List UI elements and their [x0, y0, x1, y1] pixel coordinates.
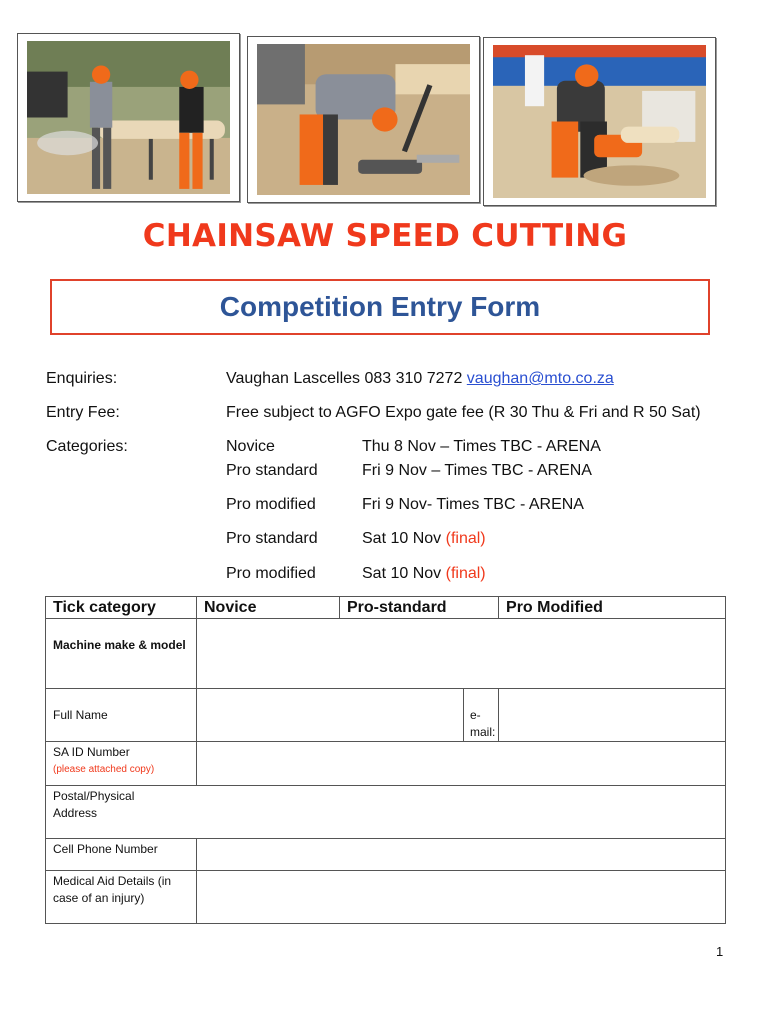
novice-checkbox-cell[interactable]: Novice — [197, 597, 340, 619]
category-date: Sat 10 Nov — [362, 530, 446, 547]
id-number-input-cell[interactable] — [197, 742, 726, 786]
machine-label: Machine make & model — [46, 619, 197, 689]
cell-phone-input-cell[interactable] — [197, 839, 726, 871]
table-row — [46, 597, 726, 619]
entry-fee-value: Free subject to AGFO Expo gate fee (R 30 Thu & Fri and R 50 Sat) — [226, 404, 701, 421]
pro-standard-checkbox-cell[interactable]: Pro-standard — [340, 597, 499, 619]
category-name: Pro standard — [226, 462, 318, 479]
category-schedule — [362, 565, 486, 583]
enquiries-label: Enquiries: — [46, 370, 118, 387]
email-input-cell[interactable] — [499, 689, 726, 742]
address-label[interactable]: Postal/Physical Address — [46, 786, 726, 839]
category-schedule — [362, 530, 486, 548]
id-copy-note: (please attached copy) — [53, 764, 155, 775]
full-name-input-cell[interactable] — [197, 689, 464, 742]
tick-category-header: Tick category — [46, 597, 197, 619]
final-note: (final) — [445, 530, 486, 547]
table-row — [46, 619, 726, 689]
photo-frame-3 — [483, 37, 716, 206]
competitor-bending-over-saw-photo — [257, 44, 470, 195]
category-schedule: Fri 9 Nov- Times TBC - ARENA — [362, 496, 584, 513]
photo-frame-1 — [17, 33, 240, 202]
category-schedule: Thu 8 Nov – Times TBC - ARENA — [362, 438, 601, 455]
enquiries-email-link[interactable]: vaughan@mto.co.za — [466, 370, 614, 387]
category-date: Sat 10 Nov — [362, 565, 446, 582]
final-note: (final) — [445, 565, 486, 582]
entry-fee-label: Entry Fee: — [46, 404, 120, 421]
pro-modified-checkbox-cell[interactable]: Pro Modified — [499, 597, 726, 619]
table-row — [46, 786, 726, 839]
category-name: Novice — [226, 438, 275, 455]
subtitle-box — [50, 279, 710, 335]
form-subtitle: Competition Entry Form — [219, 291, 541, 322]
table-row — [46, 871, 726, 924]
machine-input-cell[interactable] — [197, 619, 726, 689]
categories-label: Categories: — [46, 438, 128, 455]
main-title: CHAINSAW SPEED CUTTING — [142, 218, 628, 254]
category-schedule: Fri 9 Nov – Times TBC - ARENA — [362, 462, 592, 479]
medical-aid-label: Medical Aid Details (in case of an injury) — [46, 871, 197, 924]
medical-aid-input-cell[interactable] — [197, 871, 726, 924]
table-row — [46, 742, 726, 786]
page-number: 1 — [716, 944, 724, 959]
cell-phone-label: Cell Phone Number — [46, 839, 197, 871]
competitor-sawing-in-arena-photo — [493, 45, 706, 198]
table-row — [46, 689, 726, 742]
id-number-label-text: SA ID Number — [53, 745, 130, 759]
category-name: Pro modified — [226, 496, 316, 513]
category-name: Pro standard — [226, 530, 318, 547]
photo-frame-2 — [247, 36, 480, 203]
category-name: Pro modified — [226, 565, 316, 582]
entry-form-table — [45, 596, 726, 924]
competitors-cutting-log-photo — [27, 41, 230, 194]
enquiries-contact: Vaughan Lascelles 083 310 7272 — [226, 370, 463, 387]
id-number-label — [46, 742, 197, 786]
full-name-label: Full Name — [46, 689, 197, 742]
email-label: e-mail: — [464, 689, 499, 742]
table-row — [46, 839, 726, 871]
enquiries-value — [226, 370, 614, 388]
